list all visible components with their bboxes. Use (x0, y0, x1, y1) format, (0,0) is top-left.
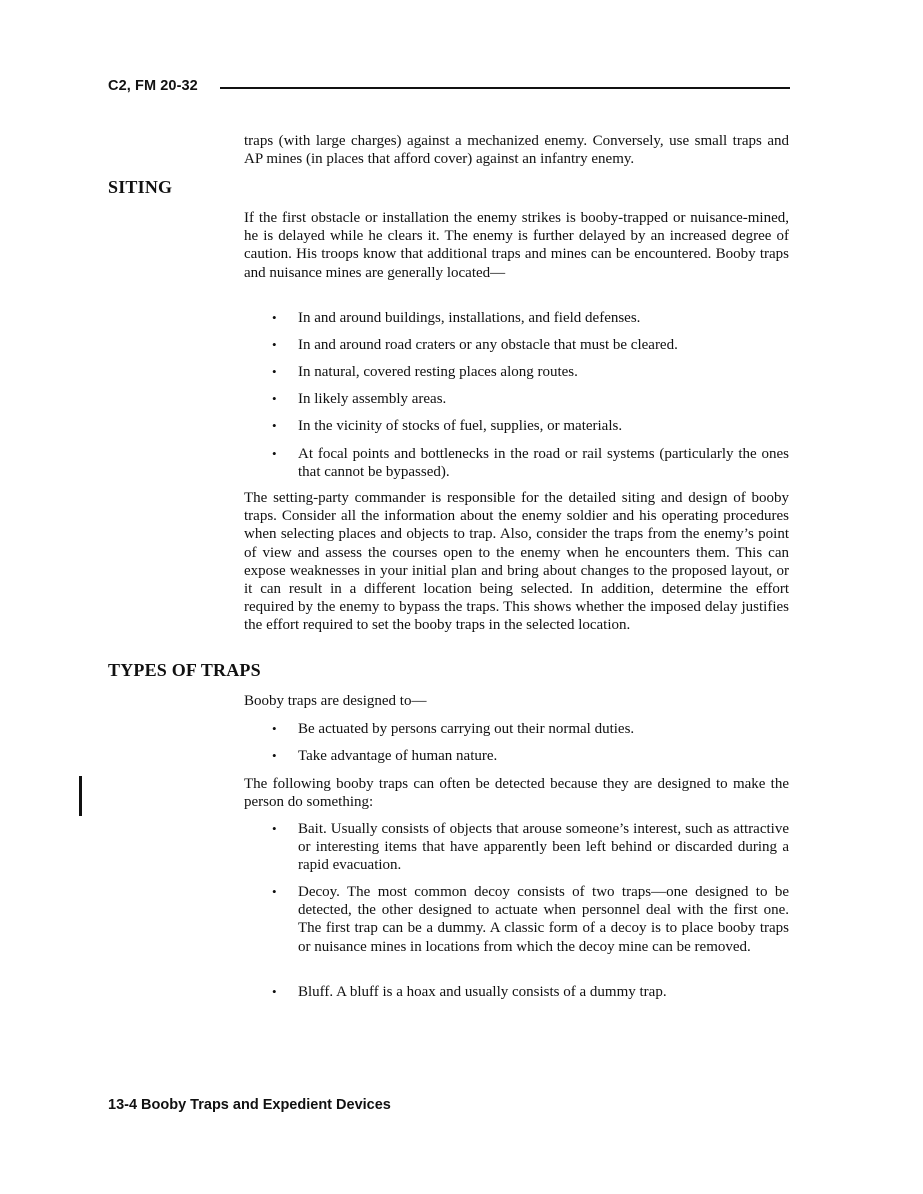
page-footer: 13-4 Booby Traps and Expedient Devices (108, 1097, 391, 1113)
bullet-icon: • (272, 310, 277, 325)
paragraph-intro: traps (with large charges) against a mechanized enemy. Conversely, use small traps and AP mines (in places that afford cover) against an infantry enemy. (244, 133, 789, 168)
list-item (270, 883, 789, 956)
list-item-text: Bluff. A bluff is a hoax and usually consists of a dummy trap. (298, 984, 667, 1000)
list-item (270, 747, 789, 765)
list-item (270, 417, 789, 435)
paragraph-following: The following booby traps can often be detected because they are designed to make the person do something: (244, 776, 789, 811)
list-item (270, 983, 789, 1001)
paragraph-commander: The setting-party commander is responsible for the detailed siting and design of booby traps. Consider all the information about the enemy soldier and his operating procedures when selecting places and objects to trap. Also, consider the traps from the enemy’s point of view and assess the courses open to the enemy when he encounters them. This can expose weaknesses in your initial plan and bring about changes to the proposed layout, or it can result in a different location being selected. In addition, determine the effort required by the enemy to bypass the traps. This shows whether the imposed delay justifies the effort required to set the booby traps in the selected location. (244, 490, 789, 634)
list-item (270, 445, 789, 481)
bullet-icon: • (272, 748, 277, 763)
list-item-text: In likely assembly areas. (298, 391, 447, 407)
bullet-icon: • (272, 391, 277, 406)
list-item-text: Decoy. The most common decoy consists of two traps—one designed to be detected, the other designed to actuate when personnel deal with the first one. The first trap can be a dummy. A classic form of a decoy is to place booby traps or nuisance mines in locations from which the decoy mine can be removed. (298, 884, 789, 955)
list-item (270, 309, 789, 327)
list-item-text: In and around buildings, installations, and field defenses. (298, 310, 641, 326)
heading-siting: SITING (108, 177, 173, 197)
change-bar (79, 776, 82, 816)
bullet-icon: • (272, 337, 277, 352)
bullet-icon: • (272, 721, 277, 736)
list-item-text: In the vicinity of stocks of fuel, supplies, or materials. (298, 418, 623, 434)
list-item-text: Bait. Usually consists of objects that arouse someone’s interest, such as attractive or interesting items that have apparently been left behind or discarded during a rapid evacuation. (298, 821, 789, 874)
running-head (108, 78, 790, 98)
list-item (270, 336, 789, 354)
list-item-text: In and around road craters or any obstacle that must be cleared. (298, 337, 678, 353)
list-item-text: Be actuated by persons carrying out their normal duties. (298, 721, 635, 737)
list-item (270, 820, 789, 875)
paragraph-siting: If the first obstacle or installation the enemy strikes is booby-trapped or nuisance-mined, he is delayed while he clears it. The enemy is further delayed by an increased degree of caution. His troops know that additional traps and mines can be encountered. Booby traps and nuisance mines are generally located— (244, 210, 789, 281)
bullet-icon: • (272, 418, 277, 433)
paragraph-designed: Booby traps are designed to— (244, 693, 427, 709)
bullet-icon: • (272, 446, 277, 461)
header-rule (220, 87, 790, 89)
list-item-text: In natural, covered resting places along routes. (298, 364, 578, 380)
bullet-icon: • (272, 884, 277, 899)
list-item-text: Take advantage of human nature. (298, 748, 498, 764)
list-item (270, 390, 789, 408)
bullet-icon: • (272, 984, 277, 999)
bullet-icon: • (272, 364, 277, 379)
list-item (270, 720, 789, 738)
heading-types-of-traps: TYPES OF TRAPS (108, 660, 261, 680)
list-item-text: At focal points and bottlenecks in the road or rail systems (particularly the ones that cannot be bypassed). (298, 446, 789, 481)
running-head-label: C2, FM 20-32 (108, 78, 198, 94)
list-item (270, 363, 789, 381)
bullet-icon: • (272, 821, 277, 836)
